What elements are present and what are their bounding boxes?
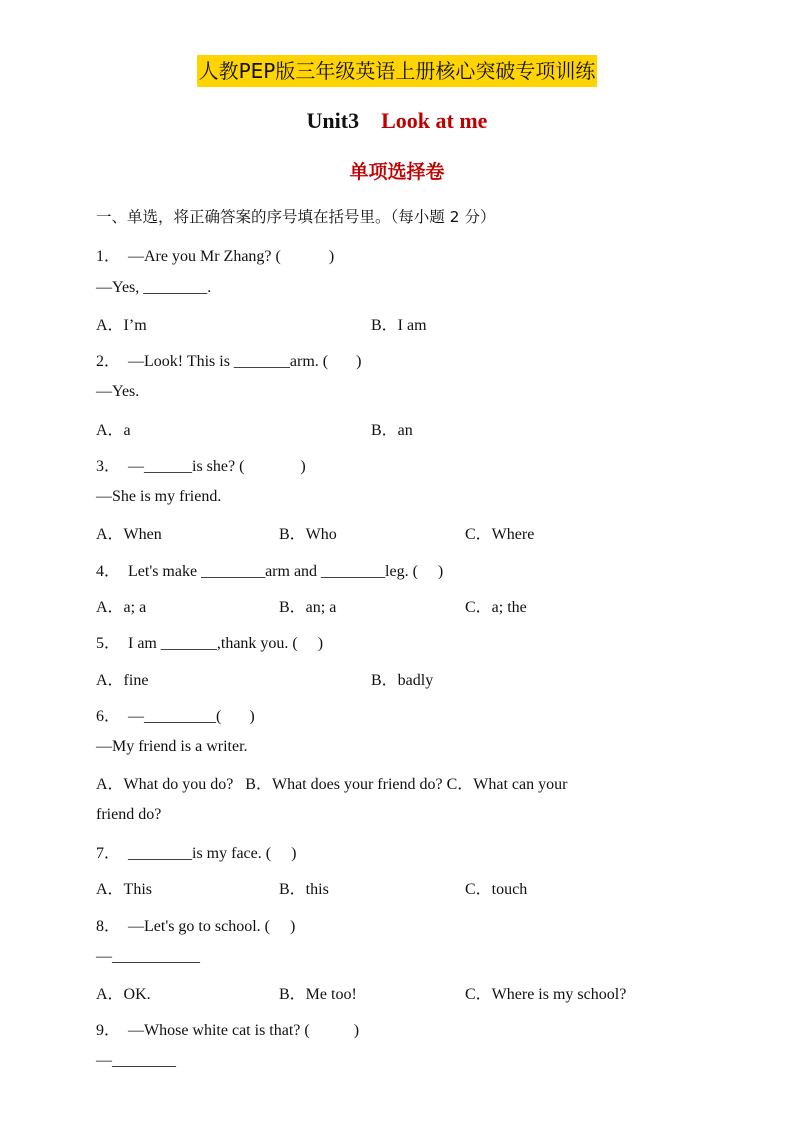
title-highlight: 人教PEP版三年级英语上册核心突破专项训练 [197,55,598,87]
question-9-stem: 9． —Whose white cat is that? ( ) [96,1022,360,1039]
question-1-option-b: B．I am [371,317,427,334]
worksheet-subtitle: 单项选择卷 [349,161,445,183]
question-5-stem: 5． I am _______,thank you. ( ) [96,635,324,652]
unit-number: Unit3 [306,108,360,133]
question-3-option-a: A．When [96,526,162,543]
unit-title: Look at me [381,108,488,133]
unit-heading [0,108,794,134]
question-2-stem: 2． —Look! This is _______arm. ( ) [96,353,362,370]
question-8-stem: 8． —Let's go to school. ( ) [96,918,296,935]
question-6-options: A．What do you do? B．What does your friend do? C．What can your [96,776,568,793]
question-7-option-b: B．this [279,881,329,898]
question-4-option-c: C．a; the [465,599,527,616]
question-1-stem: 1． —Are you Mr Zhang? ( ) [96,248,335,265]
question-2-option-a: A．a [96,422,131,439]
question-5-option-b: B．badly [371,672,434,689]
question-3-option-c: C．Where [465,526,535,543]
question-7-option-a: A．This [96,881,153,898]
question-3-answer-line: —She is my friend. [96,488,222,505]
question-8-option-a: A．OK. [96,986,151,1003]
question-4-option-a: A．a; a [96,599,147,616]
question-9-answer-line: —________ [96,1052,176,1069]
question-4-option-b: B．an; a [279,599,337,616]
question-3-option-b: B．Who [279,526,337,543]
section-instruction: 一、单选，将正确答案的序号填在括号里。（每小题 2 分） [96,208,496,226]
question-5-option-a: A．fine [96,672,149,689]
question-6-options-continued: friend do? [96,806,162,823]
question-4-stem: 4． Let's make ________arm and ________leg. ( ) [96,563,444,580]
question-6-answer-line: —My friend is a writer. [96,738,248,755]
question-2-option-b: B．an [371,422,413,439]
question-1-option-a: A．I’m [96,317,147,334]
question-7-option-c: C．touch [465,881,528,898]
question-2-answer-line: —Yes. [96,383,140,400]
question-8-option-b: B．Me too! [279,986,357,1003]
question-1-answer-line: —Yes, ________. [96,279,212,296]
question-3-stem: 3． —______is she? ( ) [96,458,306,475]
question-6-stem: 6． —_________( ) [96,708,255,725]
question-8-answer-line: —___________ [96,948,200,965]
question-8-option-c: C．Where is my school? [465,986,627,1003]
worksheet-title [0,55,794,87]
question-7-stem: 7． ________is my face. ( ) [96,845,297,862]
